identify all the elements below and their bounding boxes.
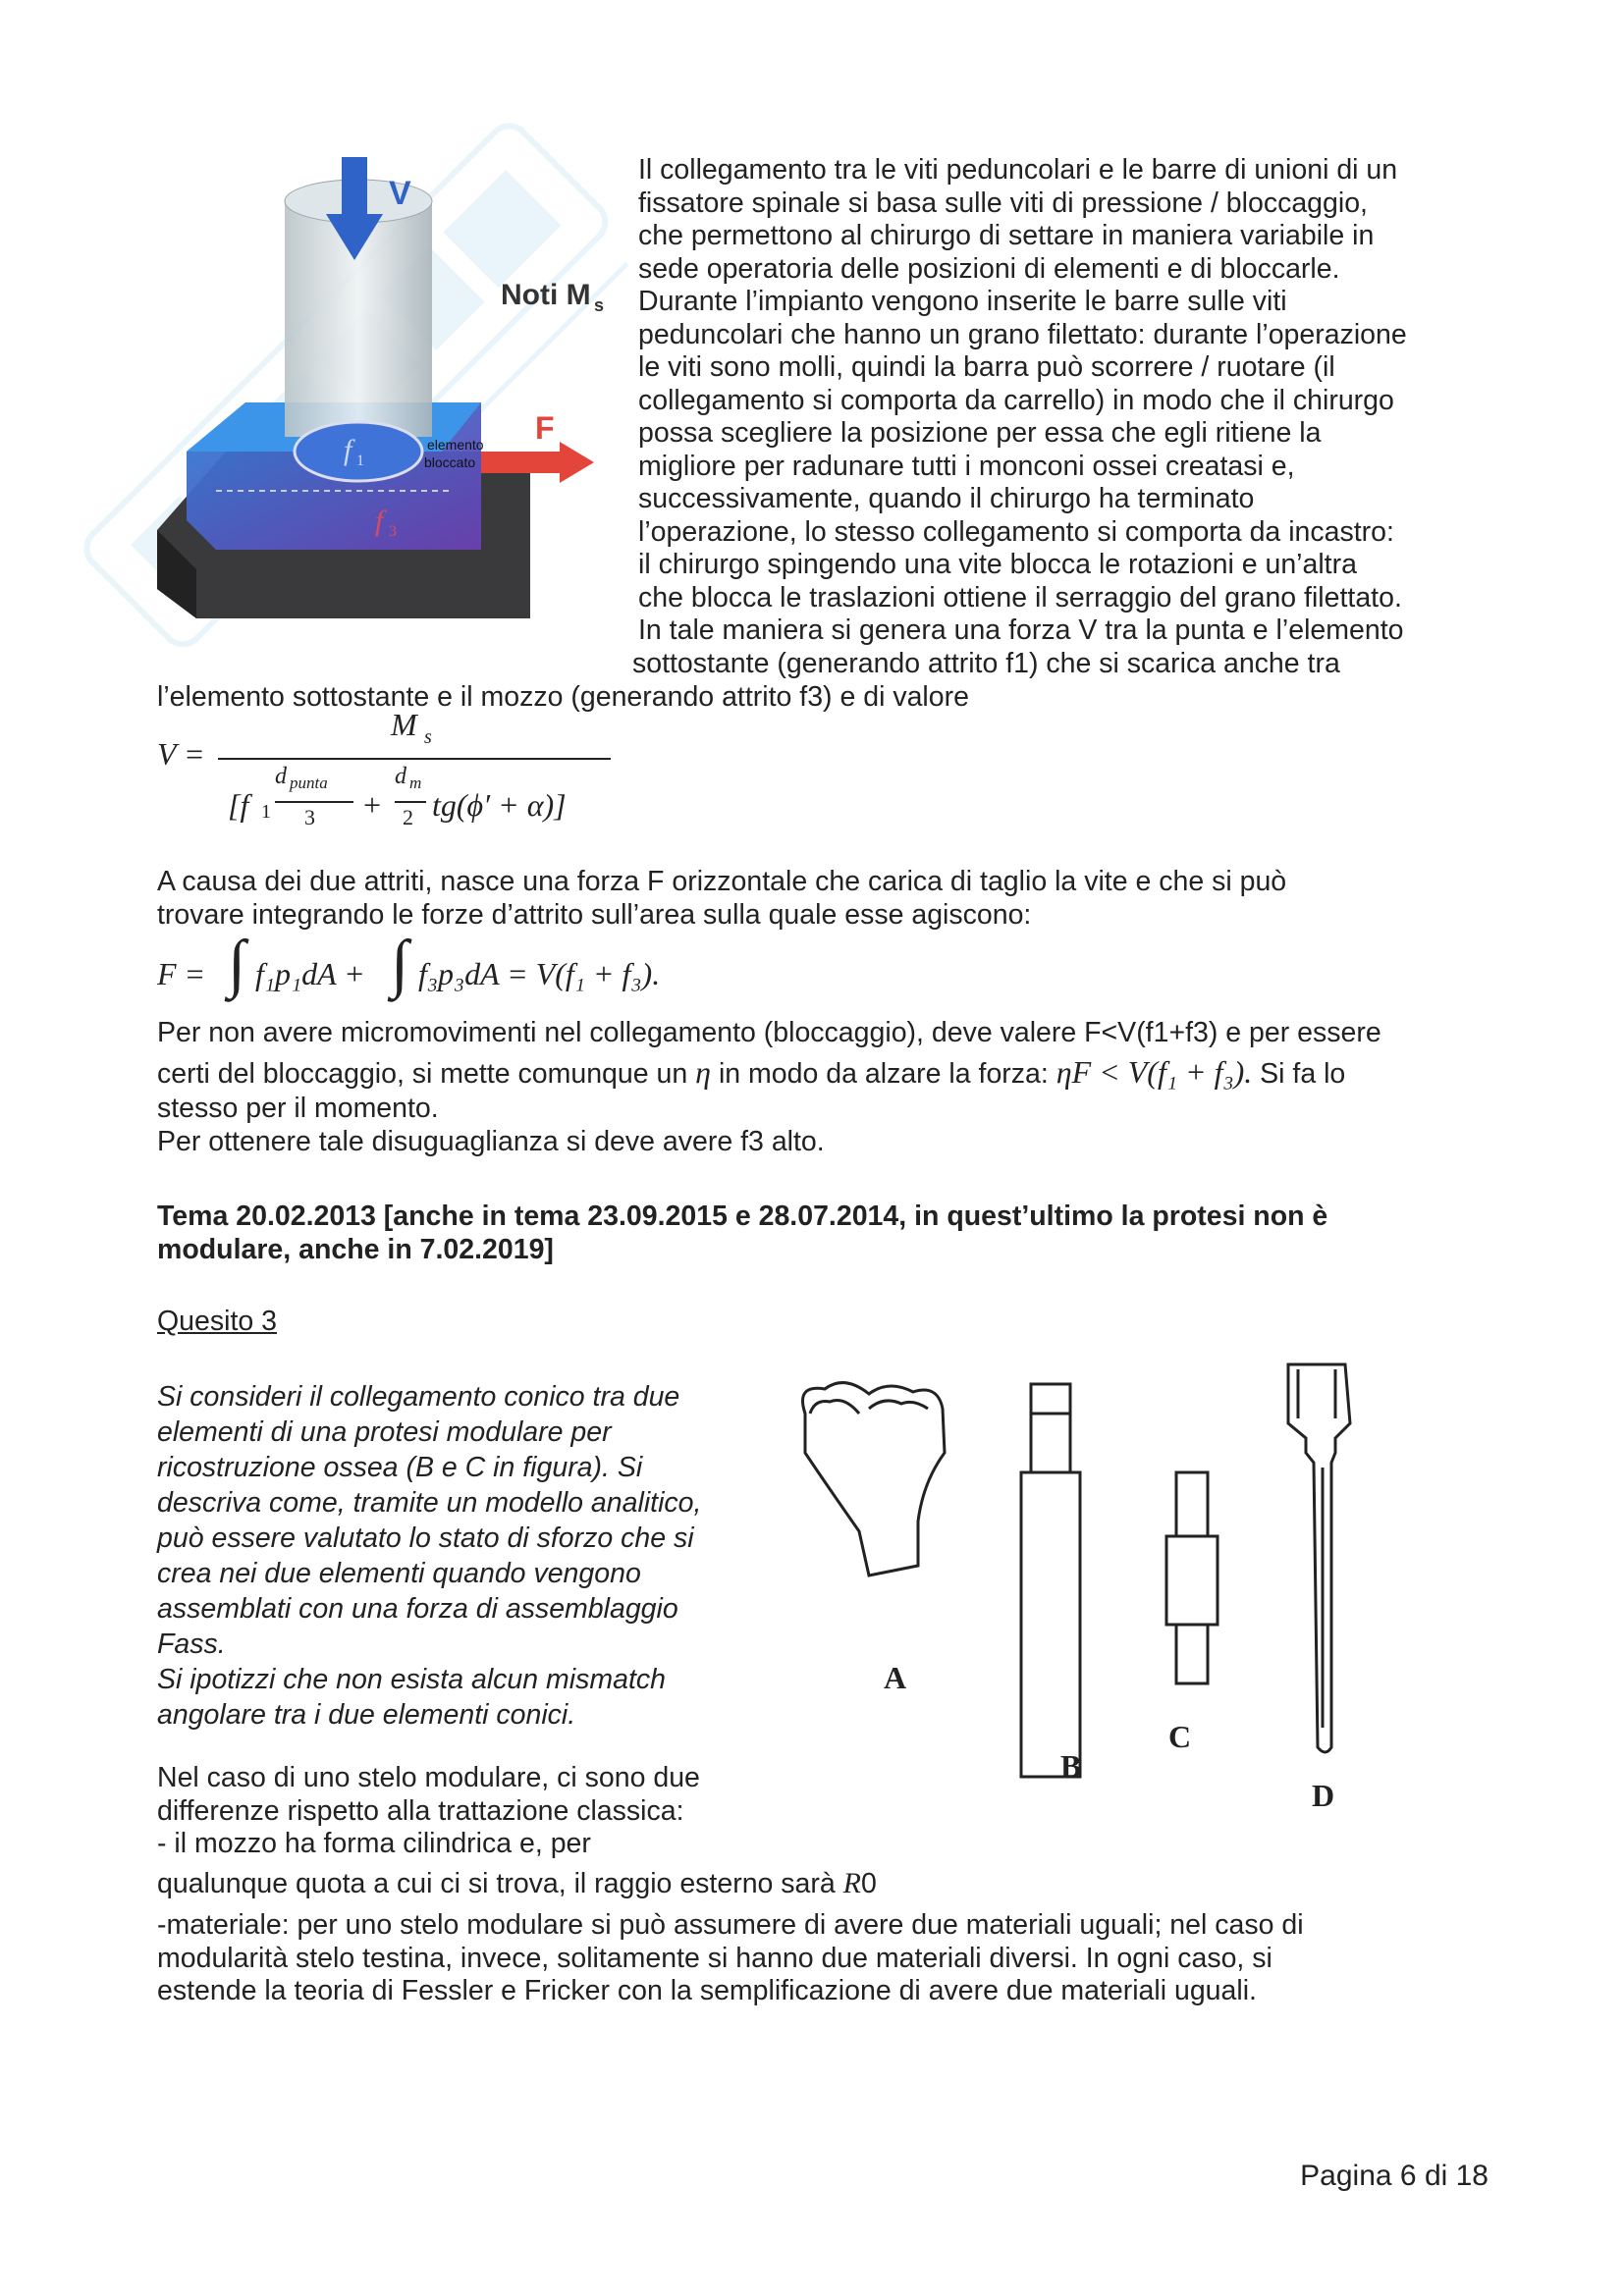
text-line: l’operazione, lo stesso collegamento si comporta da incastro:: [638, 515, 1394, 548]
text-line: modularità stelo testina, invece, solitamente si hanno due materiali diversi. In ogni caso, si: [157, 1942, 1272, 1974]
svg-text:bloccato: bloccato: [424, 454, 476, 470]
text-line: Fass.: [157, 1629, 226, 1660]
text-line: che blocca le traslazioni ottiene il serraggio del grano filettato.: [638, 581, 1402, 614]
text-line: Il collegamento tra le viti peduncolari e le barre di unioni di un: [638, 154, 1398, 186]
text-line: - il mozzo ha forma cilindrica e, per: [157, 1828, 591, 1859]
text-line: crea nei due elementi quando vengono: [157, 1558, 641, 1589]
screw-block-figure: [157, 157, 619, 628]
text-line: fissatore spinale si basa sulle viti di pressione / bloccaggio,: [638, 187, 1368, 219]
text-line: il chirurgo spingendo una vite blocca le rotazioni e un’altra: [638, 549, 1357, 580]
fraction-bar: [218, 758, 611, 760]
text-line: Per non avere micromovimenti nel collegamento (bloccaggio), deve valere F<V(f1+f3) e per essere: [157, 1017, 1381, 1048]
text-line: l’elemento sottostante e il mozzo (generando attrito f3) e di valore: [157, 681, 969, 713]
text-line: successivamente, quando il chirurgo ha terminato: [638, 483, 1255, 514]
paragraph-materiale: [157, 1909, 1532, 2008]
quesito-title: Quesito 3: [157, 1306, 277, 1337]
page-number: Pagina 6 di 18: [1300, 2160, 1489, 2192]
text-line: In tale maniera si genera una forza V tra la punta e l’elemento: [638, 614, 1404, 646]
text-line: -materiale: per uno stelo modulare si può assumere di avere due materiali uguali; nel caso di: [157, 1909, 1304, 1941]
formula-f: F = ∫ f₁p₁dA + ∫ f₃p₃dA = V(f₁ + f₃).: [157, 928, 661, 999]
text-line: migliore per radunare tutti i monconi ossei creatasi e,: [638, 450, 1295, 482]
paragraph-attriti: [157, 866, 1512, 932]
paragraph-stelo-modulare: [157, 1762, 844, 1861]
component-a: [803, 1383, 946, 1575]
text-line: possa scegliere la posizione per essa che egli ritiene la: [638, 417, 1322, 449]
text-line: Durante l’impianto vengono inserite le barre sulle viti: [638, 286, 1287, 317]
svg-text:3: 3: [389, 523, 397, 540]
text-line: può essere valutato lo stato di sforzo che si: [157, 1522, 694, 1554]
label-a: A: [884, 1660, 907, 1695]
text-line: Nel caso di uno stelo modulare, ci sono due: [157, 1762, 700, 1793]
svg-text:f: f: [344, 434, 352, 466]
formula-v: V = M s [f 1 d punta 3 + d m 2 tg(ϕ′ + α)]: [157, 707, 619, 839]
f-arrow: [560, 442, 594, 483]
svg-text:f: f: [375, 505, 384, 537]
paragraph-bloccaggio: [157, 1017, 1532, 1158]
prosthesis-components-figure: [785, 1355, 1394, 1836]
noti-label: Noti M: [501, 279, 591, 311]
component-b: [1021, 1472, 1080, 1777]
quesito-text: [157, 1379, 785, 1733]
text-line: peduncolari che hanno un grano filettato: durante l’operazione: [638, 318, 1407, 350]
label-d: D: [1312, 1778, 1335, 1813]
text-line: Si consideri il collegamento conico tra due: [157, 1381, 680, 1413]
text-line: che permettono al chirurgo di settare in maniera variabile in: [638, 220, 1375, 251]
text-line: assemblati con una forza di assemblaggio: [157, 1593, 678, 1625]
component-d: [1288, 1364, 1350, 1752]
intro-paragraph: [632, 154, 1502, 680]
text-line: angolare tra i due elementi conici.: [157, 1699, 576, 1731]
text-line: descriva come, tramite un modello analitico,: [157, 1487, 702, 1519]
text-line: ricostruzione ossea (B e C in figura). Si: [157, 1452, 643, 1483]
text-line: differenze rispetto alla trattazione classica:: [157, 1794, 684, 1827]
text-line: certi del bloccaggio, si mette comunque un η in modo da alzare la forza: ηF < V(f₁ + f₃). Si fa lo: [157, 1053, 1346, 1090]
text-line: collegamento si comporta da carrello) in modo che il chirurgo: [638, 384, 1394, 416]
text-line: Si ipotizzi che non esista alcun mismatch: [157, 1664, 666, 1695]
text-line: stesso per il momento.: [157, 1093, 439, 1124]
text-line: estende la teoria di Fessler e Fricker con la semplificazione di avere due materiali uguali.: [157, 1975, 1257, 2006]
v-label: V: [389, 175, 411, 212]
text-line: sede operatoria delle posizioni di elementi e di bloccarle.: [638, 252, 1340, 285]
svg-text:1: 1: [356, 453, 364, 469]
text-line: qualunque quota a cui ci si trova, il raggio esterno sarà R0: [157, 1867, 877, 1899]
text-line: trovare integrando le forze d’attrito sull’area sulla quale esse agiscono:: [157, 898, 1032, 931]
tema-heading: Tema 20.02.2013 [anche in tema 23.09.2015 e 28.07.2014, in quest’ultimo la protesi non è modulare, anche in 7.02.2019]: [157, 1201, 1328, 1265]
f-label: F: [535, 410, 555, 446]
label-c: C: [1168, 1719, 1192, 1754]
label-b: B: [1060, 1748, 1082, 1784]
text-line: elementi di una protesi modulare per: [157, 1416, 612, 1448]
text-line: A causa dei due attriti, nasce una forza F orizzontale che carica di taglio la vite e che si può: [157, 866, 1287, 897]
svg-text:s: s: [594, 295, 605, 315]
contact-area: [295, 422, 422, 481]
text-line: le viti sono molli, quindi la barra può scorrere / ruotare (il: [638, 351, 1335, 383]
text-line: sottostante (generando attrito f1) che si scarica anche tra: [632, 647, 1340, 679]
text-line: Per ottenere tale disuguaglianza si deve avere f3 alto.: [157, 1125, 825, 1157]
svg-text:elemento: elemento: [427, 437, 484, 453]
component-c: [1176, 1472, 1208, 1536]
